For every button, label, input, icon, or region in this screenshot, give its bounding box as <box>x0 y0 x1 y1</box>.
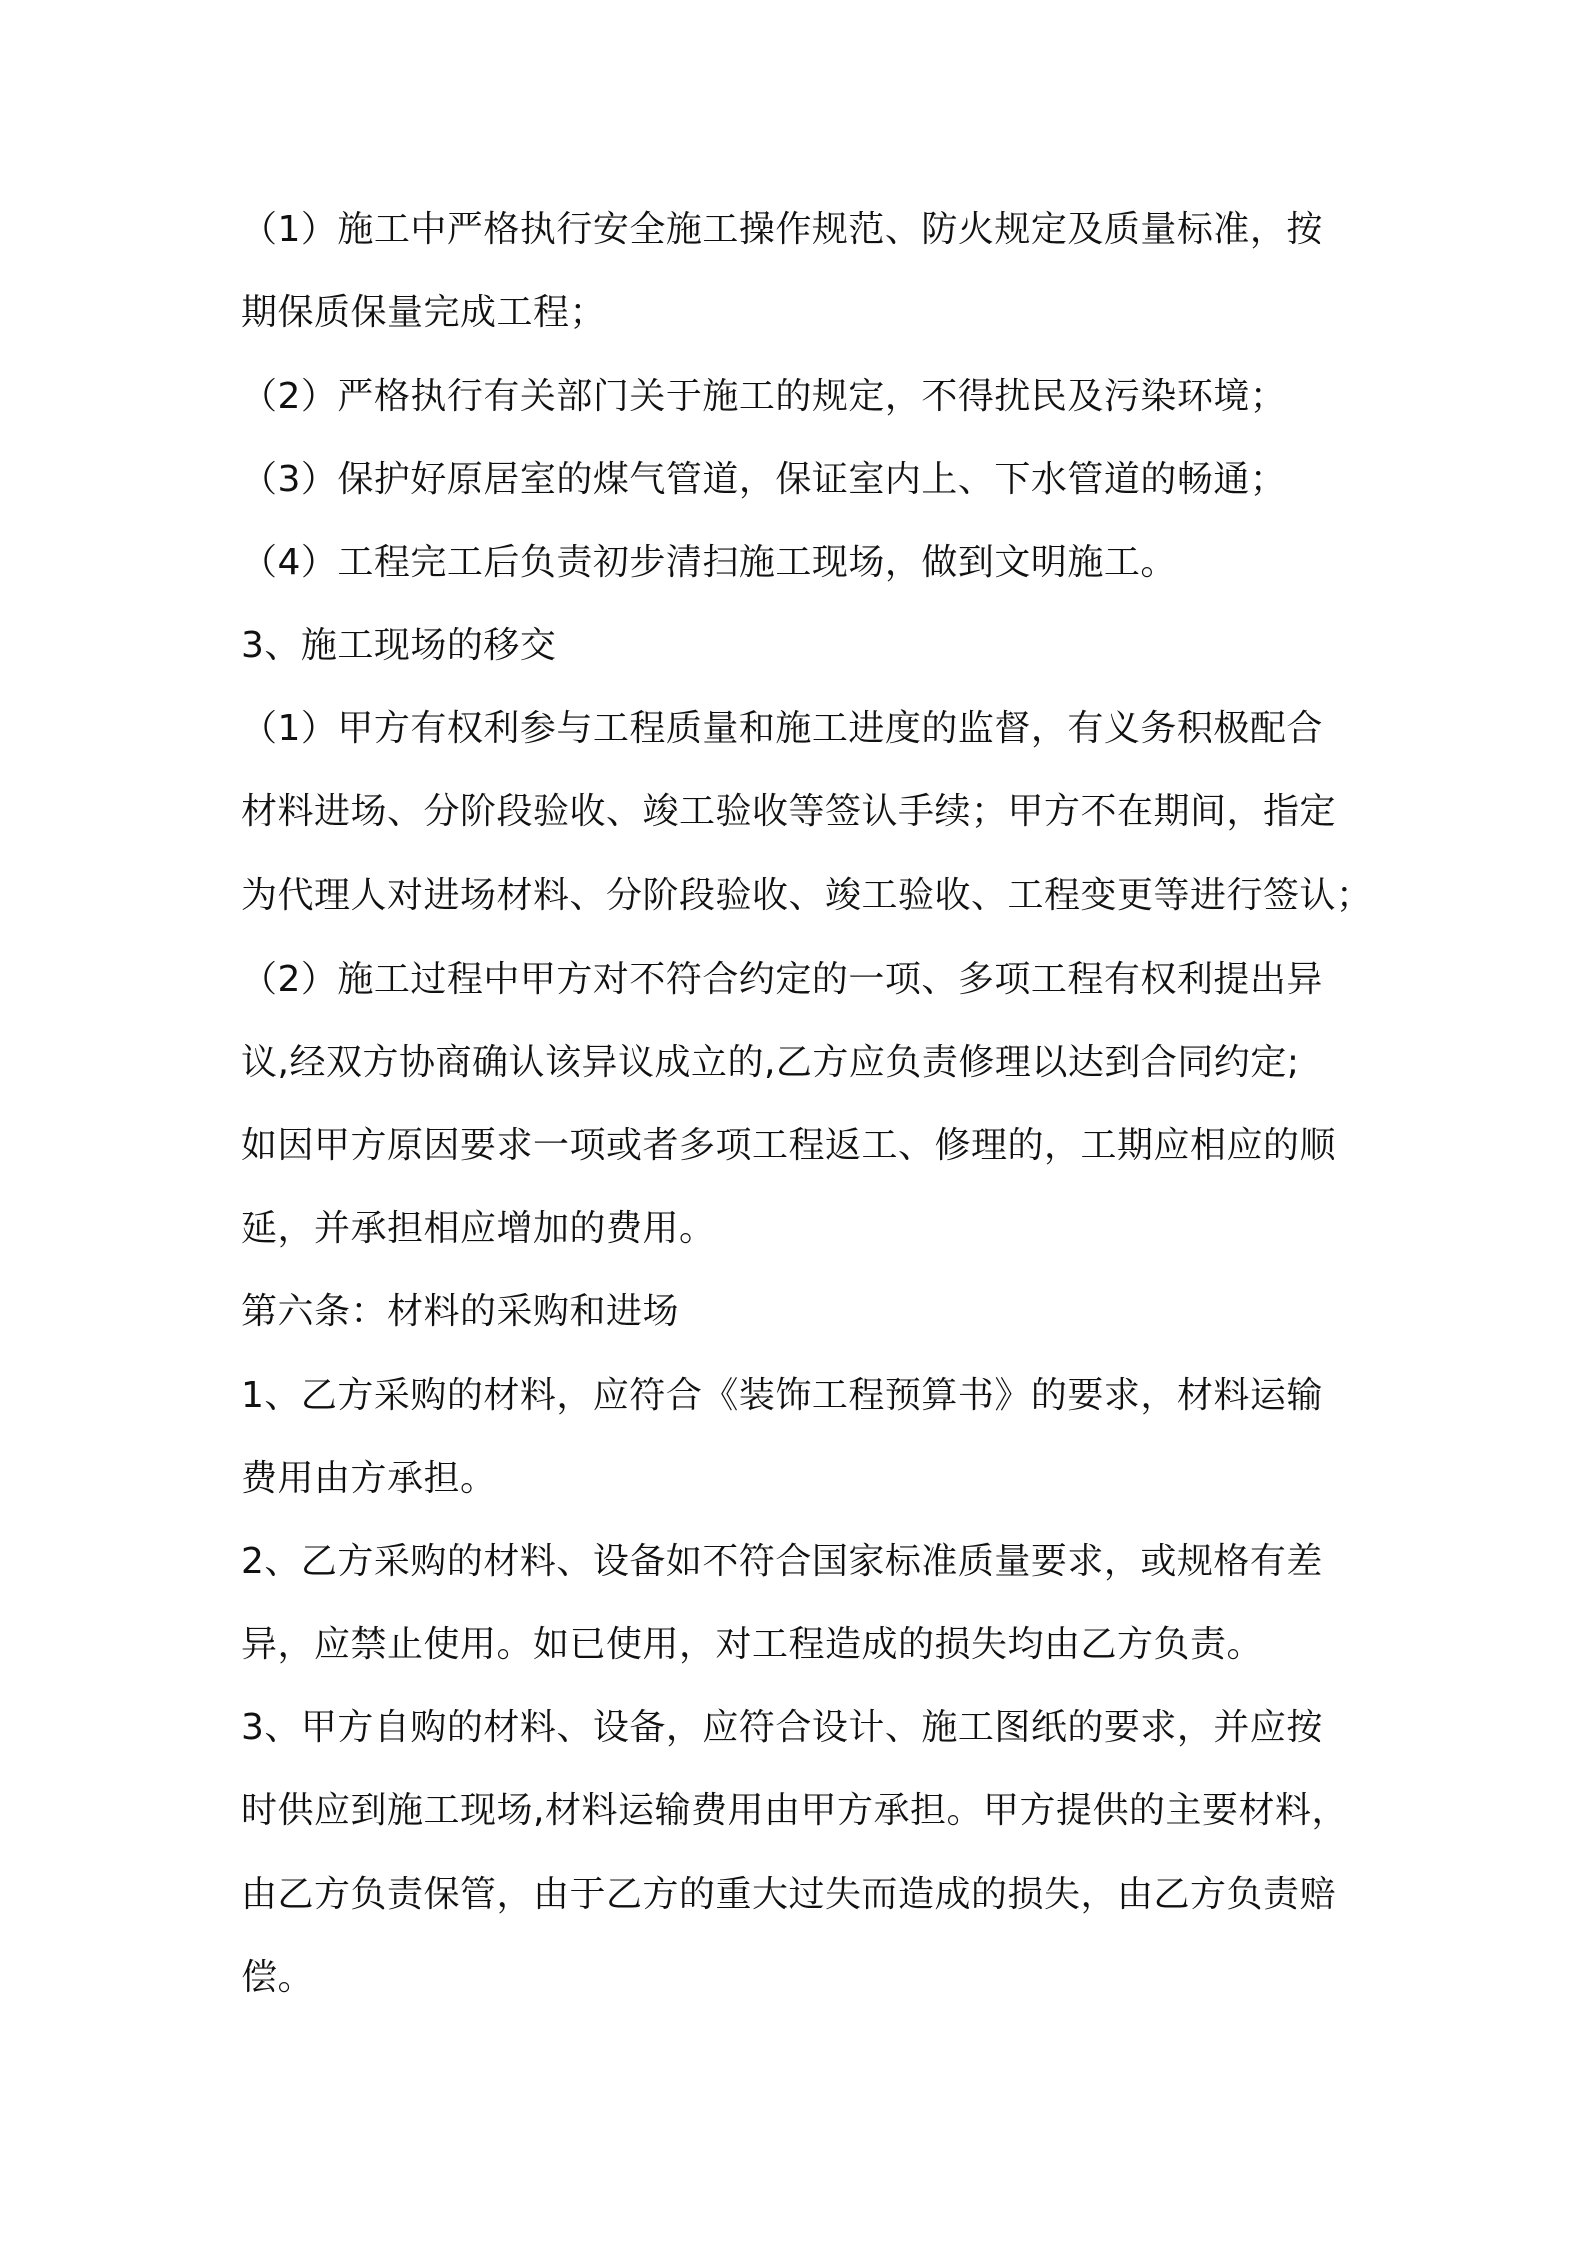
section-heading-site-handover: 3、施工现场的移交 <box>241 625 557 666</box>
handover-item-2-line-4: 延，并承担相应增加的费用。 <box>241 1208 716 1249</box>
clause-item-4: （4）工程完工后负责初步清扫施工现场，做到文明施工。 <box>241 542 1177 583</box>
handover-item-1-line-2: 材料进场、分阶段验收、竣工验收等签认手续；甲方不在期间，指定 <box>241 791 1337 832</box>
material-item-3-line-3: 由乙方负责保管，由于乙方的重大过失而造成的损失，由乙方负责赔 <box>241 1874 1337 1915</box>
material-item-1-line-2: 费用由方承担。 <box>241 1458 497 1499</box>
material-item-3-line-1: 3、甲方自购的材料、设备，应符合设计、施工图纸的要求，并应按 <box>241 1707 1323 1748</box>
clause-item-3: （3）保护好原居室的煤气管道，保证室内上、下水管道的畅通； <box>241 459 1287 500</box>
handover-item-2-line-3: 如因甲方原因要求一项或者多项工程返工、修理的，工期应相应的顺 <box>241 1125 1337 1166</box>
material-item-2-line-1: 2、乙方采购的材料、设备如不符合国家标准质量要求，或规格有差 <box>241 1541 1323 1582</box>
article-heading-six: 第六条：材料的采购和进场 <box>241 1291 680 1332</box>
clause-item-1-line-2: 期保质保量完成工程； <box>241 292 607 333</box>
material-item-3-line-2: 时供应到施工现场,材料运输费用由甲方承担。甲方提供的主要材料， <box>241 1790 1348 1831</box>
clause-item-1-line-1: （1）施工中严格执行安全施工操作规范、防火规定及质量标准，按 <box>241 209 1323 250</box>
handover-item-2-line-2: 议,经双方协商确认该异议成立的,乙方应负责修理以达到合同约定; <box>241 1042 1300 1083</box>
material-item-3-line-4: 偿。 <box>241 1957 315 1998</box>
handover-item-1-line-3: 为代理人对进场材料、分阶段验收、竣工验收、工程变更等进行签认； <box>241 875 1373 916</box>
clause-item-2: （2）严格执行有关部门关于施工的规定，不得扰民及污染环境； <box>241 376 1287 417</box>
handover-item-2-line-1: （2）施工过程中甲方对不符合约定的一项、多项工程有权利提出异 <box>241 959 1323 1000</box>
material-item-1-line-1: 1、乙方采购的材料，应符合《装饰工程预算书》的要求，材料运输 <box>241 1375 1323 1416</box>
material-item-2-line-2: 异，应禁止使用。如已使用，对工程造成的损失均由乙方负责。 <box>241 1624 1264 1665</box>
handover-item-1-line-1: （1）甲方有权利参与工程质量和施工进度的监督，有义务积极配合 <box>241 708 1323 749</box>
